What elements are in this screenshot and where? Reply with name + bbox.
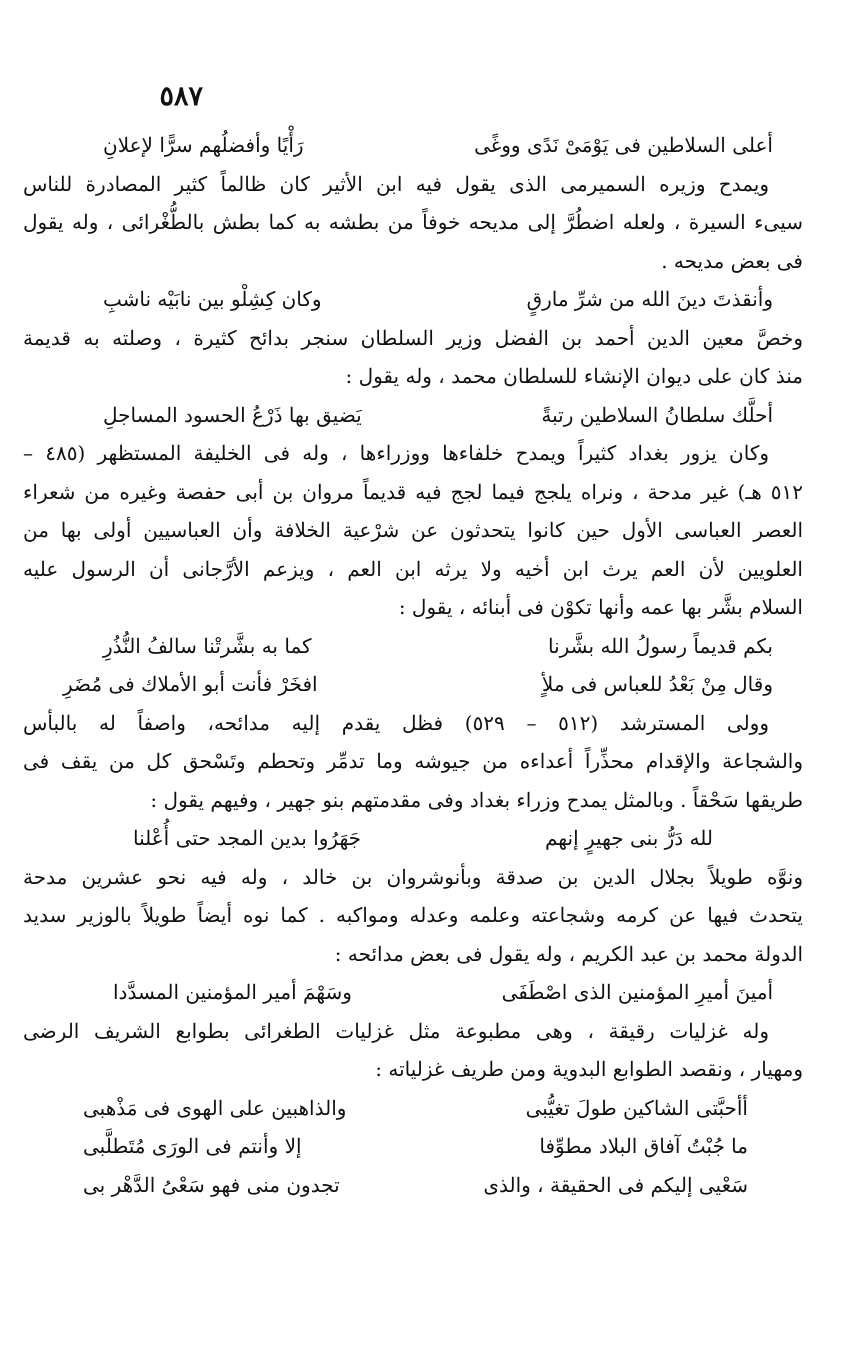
verse-first-hemistich: وأنقذتَ دينَ الله من شرِّ مارقٍ bbox=[526, 287, 773, 311]
verse-second-hemistich: كما به بشَّرتْنا سالفُ النُّذُرِ bbox=[103, 633, 312, 658]
verse-first-hemistich: ما جُبْتُ آفاق البلاد مطوِّفا bbox=[539, 1134, 748, 1158]
verse-line bbox=[23, 1166, 803, 1205]
verse-line bbox=[23, 1089, 803, 1128]
verse-line bbox=[23, 126, 803, 165]
prose-line: وكان يزور بغداد كثيراً ويمدح خلفاءها ووزراءها ، وله فى الخليفة المستظهر (٤٨٥ – bbox=[23, 441, 770, 465]
verse-line bbox=[23, 396, 803, 435]
verse-second-hemistich: يَضيق بها ذَرْعُ الحسود المساجلِ bbox=[103, 402, 362, 427]
verse-second-hemistich: والذاهبين على الهوى فى مَذْهبى bbox=[83, 1095, 347, 1120]
verse-line bbox=[23, 1127, 803, 1166]
verse-second-hemistich: إلا وأنتم فى الورَى مُتَطلَّبى bbox=[83, 1134, 302, 1158]
prose-line: منذ كان على ديوان الإنشاء للسلطان محمد ، وله يقول : bbox=[345, 364, 803, 388]
verse-second-hemistich: وكان كِشِلْو بين نابَيْه ناشبِ bbox=[103, 287, 322, 311]
prose-line: العلويين لأن العم يرث ابن أخيه ولا يرثه ابن العم ، ويزعم الأرَّجانى أن الرسول عليه bbox=[23, 556, 803, 581]
verse-first-hemistich: أعلى السلاطين فى يَوْمَىْ نَدًى ووغًى bbox=[474, 133, 773, 157]
verse-second-hemistich: جَهَرُوا بدين المجد حتى أُعْلنا bbox=[133, 826, 362, 850]
prose-line: يتحدث فيها عن كرمه وشجاعته وعلمه وعدله ومواكبه . كما نوه أيضاً طويلاً بالوزير سديد bbox=[23, 903, 803, 927]
prose-line: ويمدح وزيره السميرمى الذى يقول فيه ابن الأثير كان ظالماً كثير المصادرة للناس bbox=[23, 171, 769, 196]
prose-line: وخصَّ معين الدين أحمد بن الفضل وزير السلطان سنجر بدائح كثيرة ، وصلته به قديمة bbox=[23, 325, 803, 350]
prose-line: سيىء السيرة ، ولعله اضطُرَّ إلى مديحه خوفاً من بطشه به كما بطش بالطُّغْرائى ، وله يقول bbox=[23, 210, 803, 234]
verse-first-hemistich: أأحبَّتى الشاكين طولَ تغيُّبى bbox=[525, 1095, 748, 1120]
verse-first-hemistich: سَعْيى إليكم فى الحقيقة ، والذى bbox=[483, 1172, 748, 1197]
verse-line bbox=[23, 665, 803, 704]
prose-line: وولى المسترشد (٥١٢ – ٥٢٩) فظل يقدم إليه مدائحه، واصفاً له بالبأس bbox=[23, 710, 770, 735]
prose-line: السلام بشَّر بها عمه وأنها تكوْن فى أبنائه ، يقول : bbox=[398, 595, 803, 619]
prose-line: والشجاعة والإقدام محذِّراً أعداءه من جيوشه وما تدمِّر وتحطم وتَسْحق كل من يقف فى bbox=[23, 749, 803, 773]
verse-second-hemistich: افخَرْ فأنت أبو الأملاك فى مُضَرِ bbox=[63, 672, 318, 696]
verse-second-hemistich: تجدون منى فهو سَعْىُ الدَّهْر بى bbox=[83, 1172, 340, 1197]
prose-line: ونوَّه طويلاً بجلال الدين بن صدقة وبأنوشروان بن خالد ، وله فيه نحو عشرين مدحة bbox=[23, 864, 803, 889]
text-body bbox=[23, 126, 803, 1204]
prose-line: الدولة محمد بن عبد الكريم ، وله يقول فى بعض مدائحه : bbox=[334, 941, 803, 966]
prose-line: فى بعض مديحه . bbox=[661, 248, 803, 273]
verse-first-hemistich: وقال مِنْ بَعْدُ للعباس فى ملأٍ bbox=[541, 672, 773, 696]
prose-line: ومهيار ، ونقصد الطوابع البدوية ومن طريف غزلياته : bbox=[375, 1057, 803, 1081]
verse-second-hemistich: وسَهْمَ أمير المؤمنين المسدَّدا bbox=[113, 980, 352, 1004]
page-number: ٥٨٧ bbox=[159, 81, 203, 112]
verse-first-hemistich: أحلَّك سلطانُ السلاطين رتبةً bbox=[541, 402, 773, 427]
verse-first-hemistich: بكم قديماً رسولُ الله بشَّرنا bbox=[547, 633, 773, 658]
verse-line bbox=[23, 627, 803, 666]
prose-line: ٥١٢ هـ) غير مدحة ، ونراه يلجج فيما لجج فيه قديماً مروان بن أبى حفصة وغيره من شعراء bbox=[23, 479, 803, 504]
verse-line bbox=[23, 819, 803, 858]
verse-first-hemistich: لله دَرُّ بنى جهيرٍ إنهم bbox=[544, 826, 713, 850]
prose-line: طريقها سَحْقاً . وبالمثل يمدح وزراء بغداد وفى مقدمتهم بنو جهير ، وفيهم يقول : bbox=[150, 787, 803, 812]
prose-line: العصر العباسى الأول حين كانوا يتحدثون عن شرْعية الخلافة وأن العباسيين أولى بها من bbox=[23, 518, 803, 542]
verse-first-hemistich: أمينَ أميرِ المؤمنين الذى اصْطَفَى bbox=[501, 980, 773, 1004]
verse-line bbox=[23, 973, 803, 1012]
verse-line bbox=[23, 280, 803, 319]
prose-line: وله غزليات رقيقة ، وهى مطبوعة مثل غزليات الطغرائى بطوابع الشريف الرضى bbox=[23, 1018, 769, 1043]
verse-second-hemistich: رَأْيًا وأفضلُهم سرًّا لإعلانِ bbox=[103, 133, 304, 157]
